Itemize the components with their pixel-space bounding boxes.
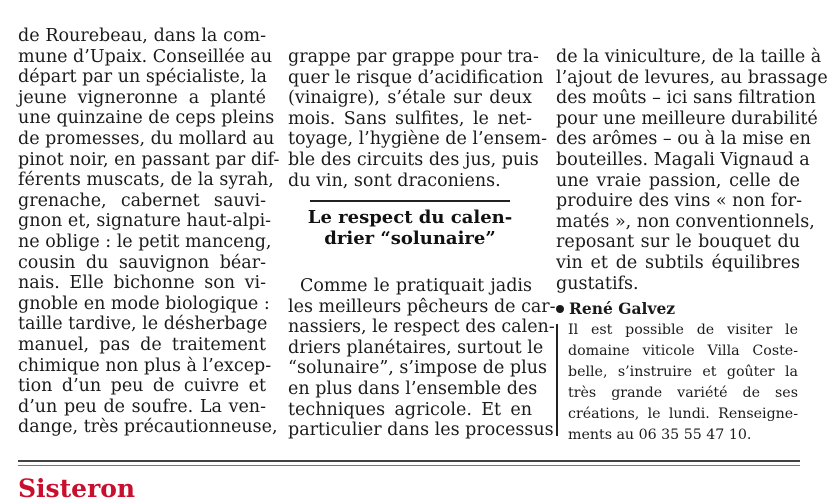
text-line: de la viniculture, de la taille à xyxy=(556,47,822,67)
subhead-rule xyxy=(310,200,510,202)
article-column-3 xyxy=(556,47,828,294)
text-line: cousin du sauvignon béar- xyxy=(18,252,266,273)
author-byline xyxy=(556,300,675,318)
subheading-line: Le respect du calen- xyxy=(307,207,513,228)
text-line: techniques agricole. Et en xyxy=(288,399,532,420)
info-box-text xyxy=(568,320,798,446)
text-line: grappe par grappe pour tra- xyxy=(288,47,539,67)
text-line: particulier dans les processus xyxy=(288,420,554,441)
text-line: très grande variété de ses xyxy=(568,385,798,401)
text-line: Comme le pratiquait jadis xyxy=(300,276,532,296)
text-line: départ par un spécialiste, la xyxy=(18,67,267,88)
text-line: “solunaire”, s’impose de plus xyxy=(288,358,547,379)
subheading-line: drier “solunaire” xyxy=(324,228,496,249)
text-line: Il est possible de visiter le xyxy=(568,322,798,338)
article-column-2-continued xyxy=(288,276,556,441)
text-line: jeune vigneronne a planté xyxy=(18,87,266,108)
text-line: dange, très précautionneuse, xyxy=(18,417,278,438)
text-line: nais. Elle bichonne son vi- xyxy=(18,273,266,294)
text-line: d’un peu de soufre. La ven- xyxy=(18,396,266,417)
text-line: vin et de subtils équilibres xyxy=(556,252,800,273)
text-line: une quinzaine de ceps pleins xyxy=(18,108,275,129)
text-line: du vin, sont draconiens. xyxy=(288,170,501,191)
text-line: mune d’Upaix. Conseillée au xyxy=(18,46,273,67)
text-line: férents muscats, de la syrah, xyxy=(18,170,274,191)
text-line: reposant sur le bouquet du xyxy=(556,232,800,253)
section-divider-thin xyxy=(18,465,800,466)
section-divider xyxy=(18,460,800,462)
text-line: gnoble en mode biologique : xyxy=(18,293,270,314)
text-line: grenache, cabernet sauvi- xyxy=(18,190,266,211)
bullet-icon xyxy=(556,305,564,313)
text-line: ne oblige : le petit manceng, xyxy=(18,231,272,252)
text-line: l’ajout de levures, au brassage xyxy=(556,67,828,88)
text-line: produire des vins « non for- xyxy=(556,191,803,212)
text-line: (vinaigre), s’étale sur deux xyxy=(288,88,532,109)
text-line: les meilleurs pêcheurs de car- xyxy=(288,296,556,317)
text-line: pour une meilleure durabilité xyxy=(556,108,818,129)
text-line: créations, le lundi. Renseigne- xyxy=(568,406,798,422)
text-line: pinot noir, en passant par dif- xyxy=(18,149,280,170)
article-column-2 xyxy=(288,47,547,191)
info-box xyxy=(556,320,800,443)
text-line: en plus dans l’ensemble des xyxy=(288,378,538,399)
text-line: driers planétaires, surtout le xyxy=(288,337,544,358)
text-line: de Rourebeau, dans la com- xyxy=(18,26,266,46)
article-column-1 xyxy=(18,26,280,438)
text-line: tion d’un peu de cuivre et xyxy=(18,376,266,397)
info-box-bar xyxy=(556,324,558,436)
text-line: matés », non conventionnels, xyxy=(556,211,815,232)
text-line: gnon et, signature haut-alpi- xyxy=(18,211,272,232)
text-line: belle, s’instruire et goûter la xyxy=(568,364,798,380)
text-line: taille tardive, le désherbage xyxy=(18,314,268,335)
subheading xyxy=(288,207,532,249)
text-line: manuel, pas de traitement xyxy=(18,334,266,355)
text-line: des arômes – ou à la mise en xyxy=(556,129,811,150)
section-title: Sisteron xyxy=(18,474,136,503)
text-line: ments au 06 35 55 47 10. xyxy=(568,427,752,443)
text-line: ble des circuits des jus, puis xyxy=(288,149,539,170)
text-line: nassiers, le respect des calen- xyxy=(288,317,555,338)
text-line: une vraie passion, celle de xyxy=(556,170,800,191)
text-line: quer le risque d’acidification xyxy=(288,67,544,88)
text-line: mois. Sans sulfites, le net- xyxy=(288,108,532,129)
author-name: René Galvez xyxy=(569,299,676,318)
text-line: de promesses, du mollard au xyxy=(18,128,275,149)
text-line: bouteilles. Magali Vignaud a xyxy=(556,149,810,170)
text-line: toyage, l’hygiène de l’ensem- xyxy=(288,129,547,150)
text-line: gustatifs. xyxy=(556,273,639,294)
text-line: des moûts – ici sans filtration xyxy=(556,88,816,109)
text-line: domaine viticole Villa Coste- xyxy=(568,343,798,359)
text-line: chimique non plus à l’excep- xyxy=(18,355,272,376)
